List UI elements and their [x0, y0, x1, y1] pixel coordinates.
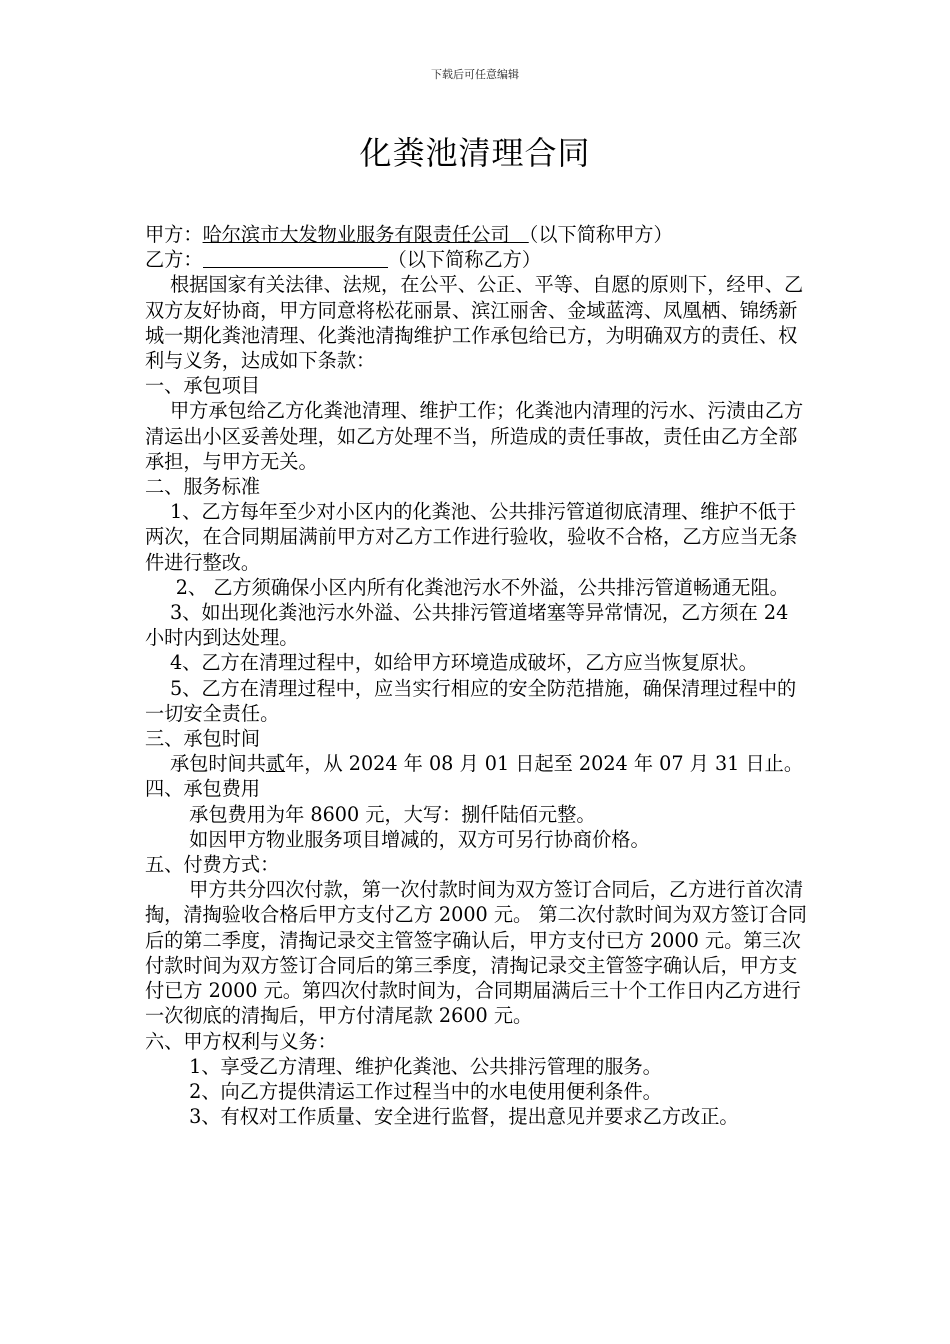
section-2-item: 2、 乙方须确保小区内所有化粪池污水不外溢，公共排污管道畅通无阻。: [175, 575, 789, 599]
section-2-heading: 二、服务标准: [145, 475, 261, 499]
section-2-item: 5、乙方在清理过程中，应当实行相应的安全防范措施，确保清理过程中的一切安全责任。: [145, 676, 797, 725]
intro-paragraph: 根据国家有关法律、法规，在公平、公正、平等、自愿的原则下，经甲、乙双方友好协商，甲方同意将松花丽景、滨江丽舍、金域蓝湾、凤凰栖、锦绣新城一期化粪池清理、化粪池清掏维护工作承包给已方，为明确双方的责任、权利与义务，达成如下条款：: [145, 273, 804, 373]
section-3-text: 承包时间共贰年，从 2024 年 08 月 01 日起至 2024 年 07 月 31 日止。: [169, 752, 804, 776]
section-6-item: 2、向乙方提供清运工作过程当中的水电使用便利条件。: [189, 1079, 662, 1103]
document-title: 化粪池清理合同: [359, 134, 591, 172]
party-b-line: 乙方： （以下简称乙方）: [145, 248, 542, 272]
section-6-item: 3、有权对工作质量、安全进行监督，提出意见并要求乙方改正。: [189, 1105, 739, 1129]
contract-body: [145, 222, 810, 1129]
party-a-line: 甲方：哈尔滨市大发物业服务有限责任公司 （以下简称甲方）: [145, 223, 673, 246]
party-a-name: 哈尔滨市大发物业服务有限责任公司: [202, 223, 510, 246]
section-1-heading: 一、承包项目: [145, 374, 261, 398]
header-note: 下载后可任意编辑: [431, 68, 519, 81]
section-2-item: 4、乙方在清理过程中，如给甲方环境造成破坏，乙方应当恢复原状。: [169, 651, 758, 675]
section-3-heading: 三、承包时间: [145, 727, 261, 751]
section-5-text: 甲方共分四次付款，第一次付款时间为双方签订合同后，乙方进行首次清掏，清掏验收合格后甲方支付乙方 2000 元。 第二次付款时间为双方签订合同后的第二季度，清掏记录交主管签字确认后，甲方支付已方 2000 元。第三次付款时间为双方签订合同后的第三季度，清掏记录交主管签字确认后，甲方支付已方 2000 元。第四次付款时间为，合同期届满后三十个工作日内乙方进行一次彻底的清掏后，甲方付清尾款 2600 元。: [145, 878, 807, 1028]
section-4-line: 承包费用为年 8600 元，大写：捌仟陆佰元整。: [189, 802, 596, 826]
section-1-text: 甲方承包给乙方化粪池清理、维护工作；化粪池内清理的污水、污渍由乙方清运出小区妥善处理，如乙方处理不当，所造成的责任事故，责任由乙方全部承担，与甲方无关。: [145, 399, 804, 473]
section-6-item: 1、享受乙方清理、维护化粪池、公共排污管理的服务。: [189, 1054, 662, 1078]
party-b-blank: [203, 249, 388, 268]
section-5-heading: 五、付费方式：: [145, 853, 280, 877]
section-4-heading: 四、承包费用: [145, 777, 261, 801]
section-6-heading: 六、甲方权利与义务：: [145, 1029, 337, 1053]
contract-years: 贰: [265, 752, 286, 776]
section-2-item: 1、乙方每年至少对小区内的化粪池、公共排污管道彻底清理、维护不低于两次，在合同期届满前甲方对乙方工作进行验收，验收不合格，乙方应当无条件进行整改。: [145, 500, 798, 574]
section-2-item: 3、如出现化粪池污水外溢、公共排污管道堵塞等异常情况，乙方须在 24 小时内到达处理。: [145, 601, 789, 650]
section-4-line: 如因甲方物业服务项目增减的，双方可另行协商价格。: [189, 827, 650, 851]
